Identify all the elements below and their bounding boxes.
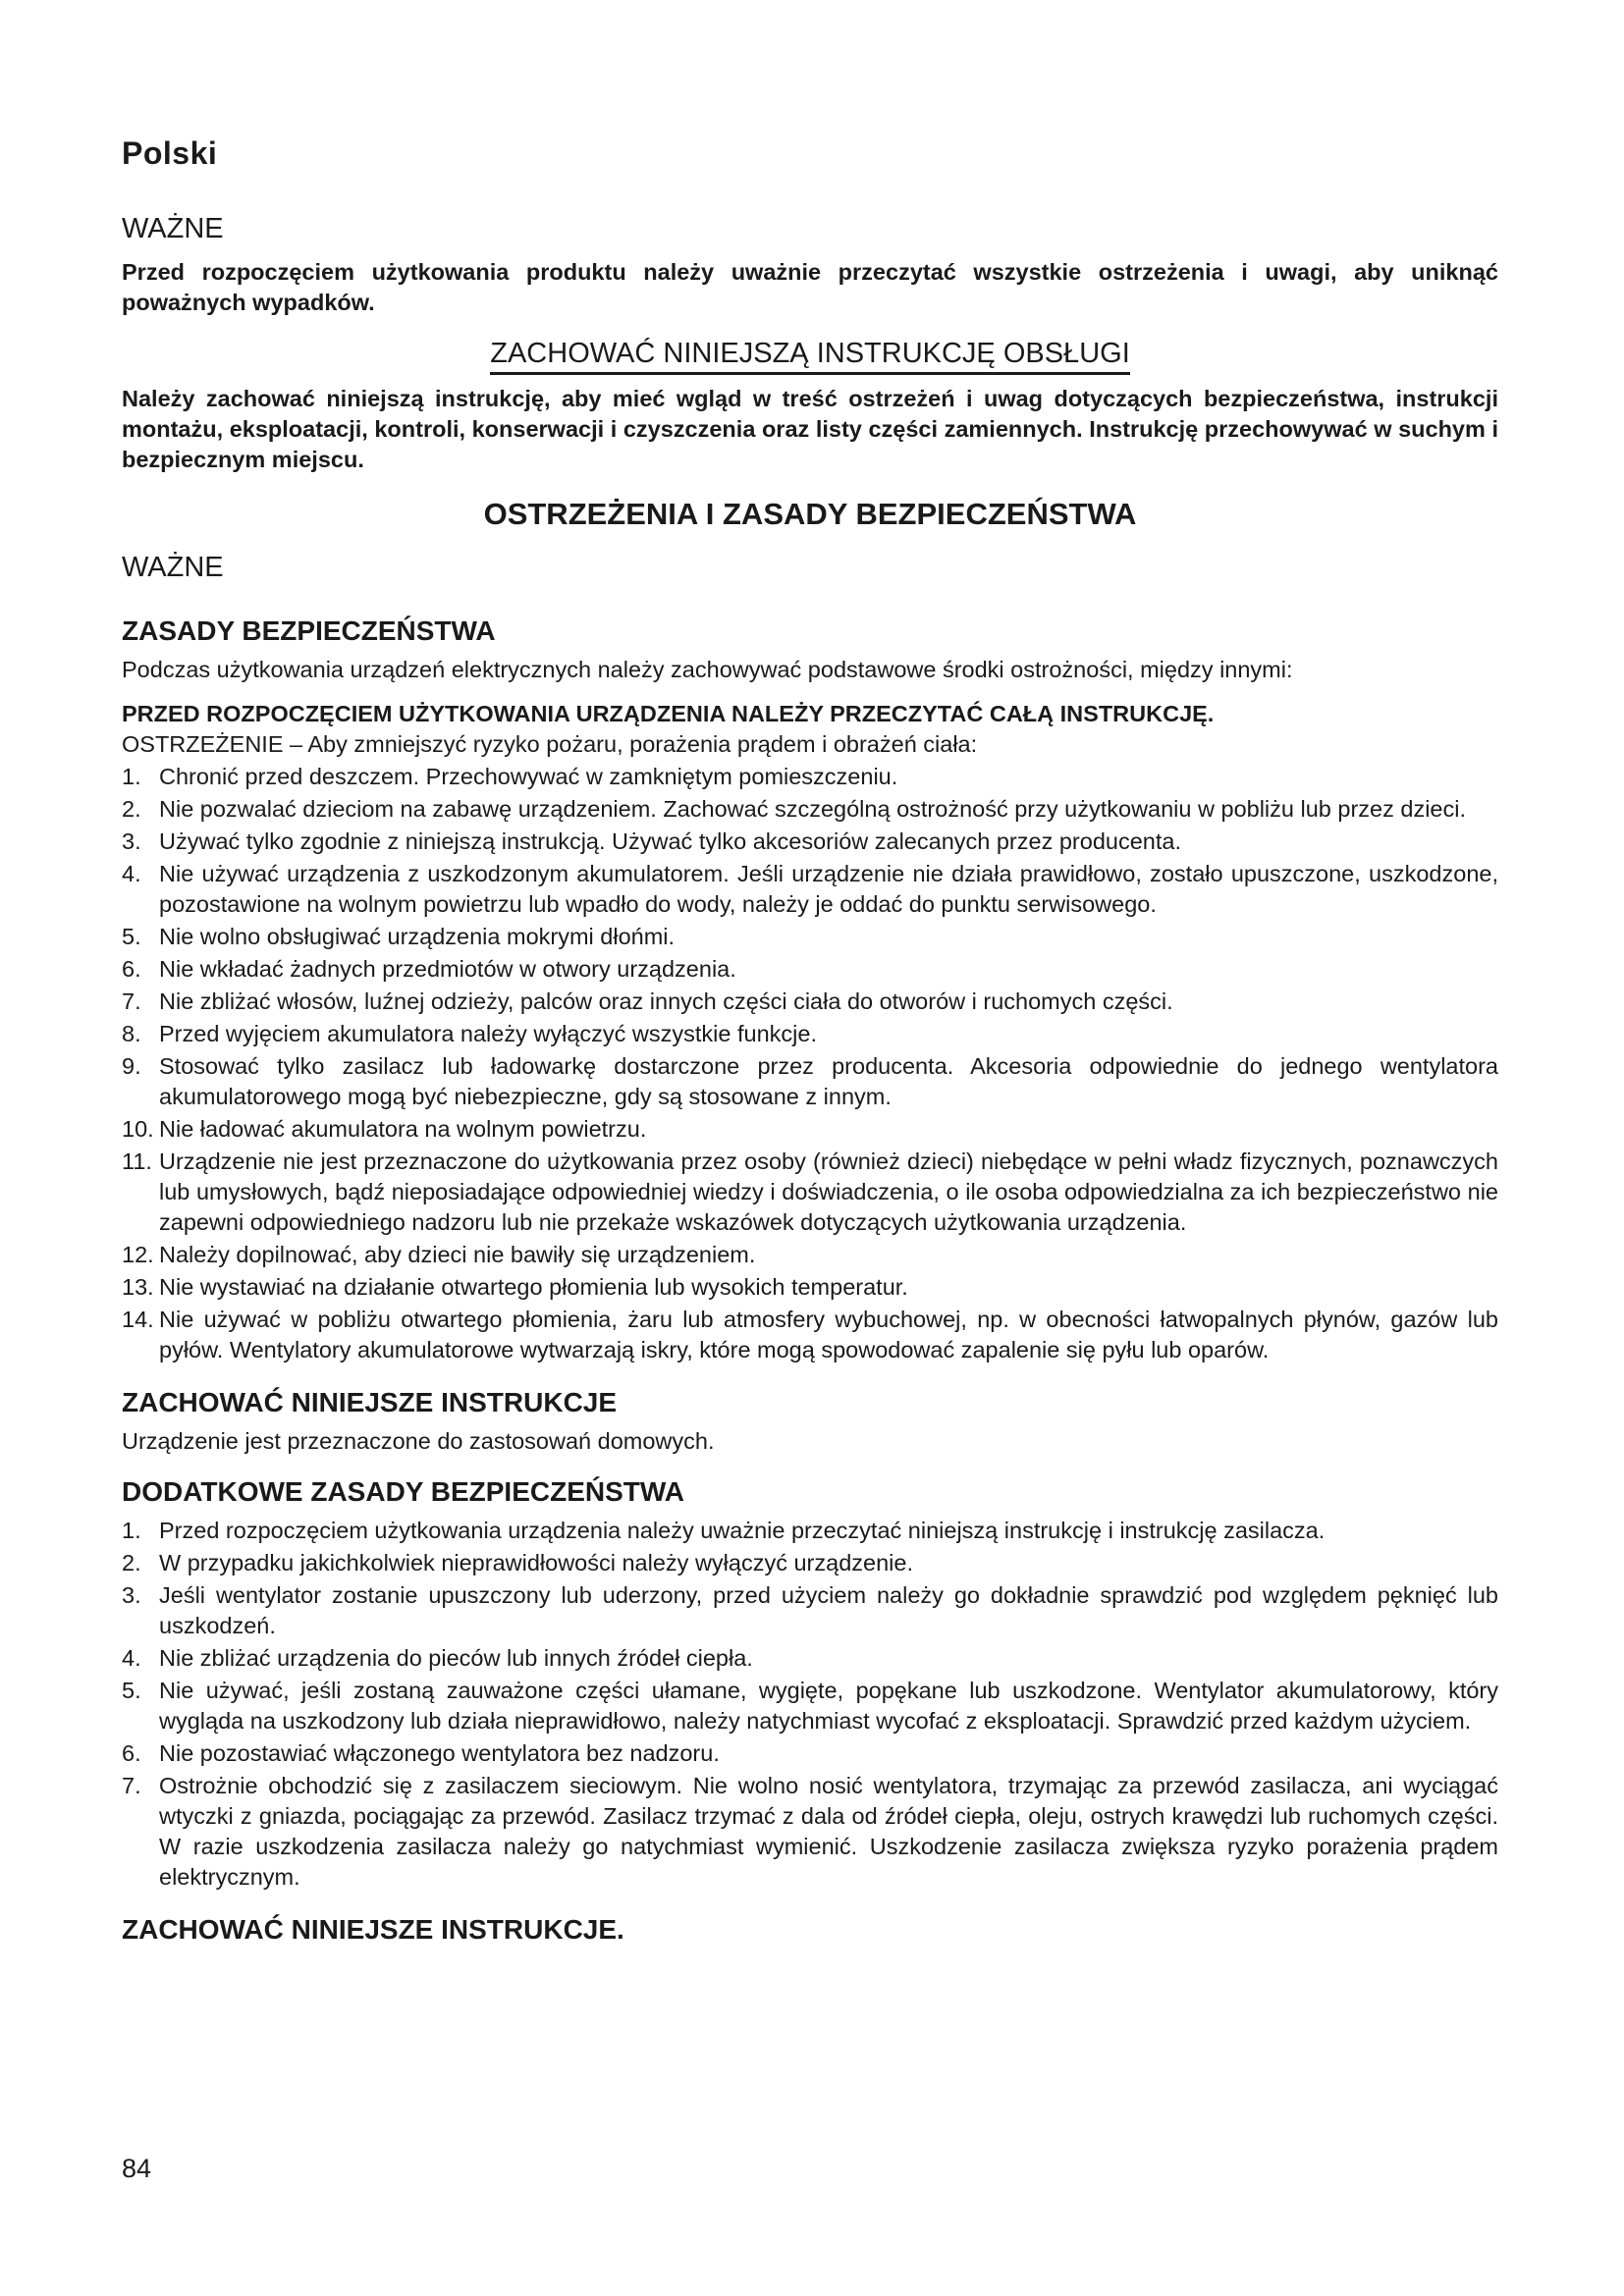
list-item: 3. Jeśli wentylator zostanie upuszczony lub uderzony, przed użyciem należy go dokładnie sprawdzić pod względem pęknięć lub uszkodzeń. — [122, 1582, 1498, 1638]
keep-manual-text: Należy zachować niniejszą instrukcję, aby mieć wgląd w treść ostrzeżeń i uwag dotyczących bezpieczeństwa, instrukcji montażu, eksploatacji, kontroli, konserwacji i czyszczenia oraz listy części zamiennych. Instrukcję przechowywać w suchym i bezpiecznym miejscu. — [122, 386, 1498, 472]
list-item: 1. Chronić przed deszczem. Przechowywać w zamkniętym pomieszczeniu. — [122, 764, 898, 789]
list-item: 10. Nie ładować akumulatora na wolnym powietrzu. — [122, 1116, 647, 1142]
list-item: 2. Nie pozwalać dzieciom na zabawę urządzeniem. Zachować szczególną ostrożność przy użytkowaniu w pobliżu lub przez dzieci. — [122, 796, 1466, 822]
list-item: 13. Nie wystawiać na działanie otwartego płomienia lub wysokich temperatur. — [122, 1274, 908, 1300]
list-item: 8. Przed wyjęciem akumulatora należy wyłączyć wszystkie funkcje. — [122, 1021, 817, 1046]
list-item: 7. Nie zbliżać włosów, luźnej odzieży, palców oraz innych części ciała do otworów i ruchomych części. — [122, 988, 1173, 1014]
page-number: 84 — [122, 2154, 152, 2183]
keep-instructions-text: Urządzenie jest przeznaczone do zastosowań domowych. — [122, 1428, 715, 1454]
warnings-title: OSTRZEŻENIA I ZASADY BEZPIECZEŃSTWA — [483, 497, 1137, 531]
read-all-notice: PRZED ROZPOCZĘCIEM UŻYTKOWANIA URZĄDZENIA NALEŻY PRZECZYTAĆ CAŁĄ INSTRUKCJĘ. — [122, 701, 1215, 726]
safety-heading: ZASADY BEZPIECZEŃSTWA — [122, 615, 496, 646]
list-item: 3. Używać tylko zgodnie z niniejszą instrukcją. Używać tylko akcesoriów zalecanych przez producenta. — [122, 828, 1181, 854]
list-item: 5. Nie wolno obsługiwać urządzenia mokrymi dłońmi. — [122, 924, 676, 949]
additional-list — [122, 1516, 1498, 1893]
list-item: 14. Nie używać w pobliżu otwartego płomienia, żaru lub atmosfery wybuchowej, np. w obecności łatwopalnych płynów, gazów lub pyłów. Wentylatory akumulatorowe wytwarzają iskry, które mogą spowodować zapalenie się pyłu lub oparów. — [122, 1307, 1498, 1362]
list-item: 7. Ostrożnie obchodzić się z zasilaczem sieciowym. Nie wolno nosić wentylatora, trzymając za przewód zasilacza, ani wyciągać wtyczki z gniazda, pociągając za przewód. Zasilacz trzymać z dala od źródeł ciepła, oleju, ostrych krawędzi lub ruchomych części. W razie uszkodzenia zasilacza należy go natychmiast wymienić. Uszkodzenie zasilacza zwiększa ryzyko porażenia prądem elektrycznym. — [122, 1773, 1498, 1890]
list-item: 6. Nie wkładać żadnych przedmiotów w otwory urządzenia. — [122, 956, 736, 982]
important-text: Przed rozpoczęciem użytkowania produktu należy uważnie przeczytać wszystkie ostrzeżenia i uwagi, aby uniknąć poważnych wypadków. — [122, 259, 1498, 315]
warning-line: OSTRZEŻENIE – Aby zmniejszyć ryzyko pożaru, porażenia prądem i obrażeń ciała: — [122, 731, 978, 757]
list-item: 1. Przed rozpoczęciem użytkowania urządzenia należy uważnie przeczytać niniejszą instrukcję i instrukcję zasilacza. — [122, 1518, 1326, 1543]
list-item: 11. Urządzenie nie jest przeznaczone do użytkowania przez osoby (również dzieci) niebędące w pełni władz fizycznych, poznawczych lub umysłowych, bądź nieposiadające odpowiedniej wiedzy i doświadczenia, o ile osoba odpowiedzialna za ich bezpieczeństwo nie zapewni odpowiedniego nadzoru lub nie przekaże wskazówek dotyczących użytkowania urządzenia. — [122, 1148, 1498, 1235]
list-item: 4. Nie używać urządzenia z uszkodzonym akumulatorem. Jeśli urządzenie nie działa prawidłowo, zostało upuszczone, uszkodzone, pozostawione na wolnym powietrzu lub wpadło do wody, należy je oddać do punktu serwisowego. — [122, 861, 1498, 917]
keep-instructions-heading: ZACHOWAĆ NINIEJSZE INSTRUKCJE — [122, 1387, 618, 1417]
list-item: 4. Nie zbliżać urządzenia do pieców lub innych źródeł ciepła. — [122, 1645, 753, 1671]
important-heading: WAŻNE — [122, 213, 224, 244]
list-item: 6. Nie pozostawiać włączonego wentylatora bez nadzoru. — [122, 1740, 720, 1766]
final-heading: ZACHOWAĆ NINIEJSZE INSTRUKCJE. — [122, 1914, 624, 1945]
safety-intro: Podczas użytkowania urządzeń elektrycznych należy zachowywać podstawowe środki ostrożności, między innymi: — [122, 657, 1293, 682]
list-item: 2. W przypadku jakichkolwiek nieprawidłowości należy wyłączyć urządzenie. — [122, 1550, 913, 1575]
important-heading-2: WAŻNE — [122, 552, 224, 583]
additional-heading: DODATKOWE ZASADY BEZPIECZEŃSTWA — [122, 1476, 684, 1507]
safety-list — [122, 762, 1498, 1365]
list-item: 9. Stosować tylko zasilacz lub ładowarkę dostarczone przez producenta. Akcesoria odpowiednie do jednego wentylatora akumulatorowego mogą być niebezpieczne, gdy są stosowane z innym. — [122, 1053, 1498, 1109]
keep-manual-title — [122, 338, 1498, 370]
keep-manual-title-text: ZACHOWAĆ NINIEJSZĄ INSTRUKCJĘ OBSŁUGI — [490, 338, 1130, 375]
list-item: 5. Nie używać, jeśli zostaną zauważone części ułamane, wygięte, popękane lub uszkodzone. Wentylator akumulatorowy, który wygląda na uszkodzony lub działa nieprawidłowo, należy natychmiast wycofać z eksploatacji. Sprawdzić przed każdym użyciem. — [122, 1678, 1498, 1734]
list-item: 12. Należy dopilnować, aby dzieci nie bawiły się urządzeniem. — [122, 1242, 756, 1267]
language-title: Polski — [122, 135, 218, 171]
